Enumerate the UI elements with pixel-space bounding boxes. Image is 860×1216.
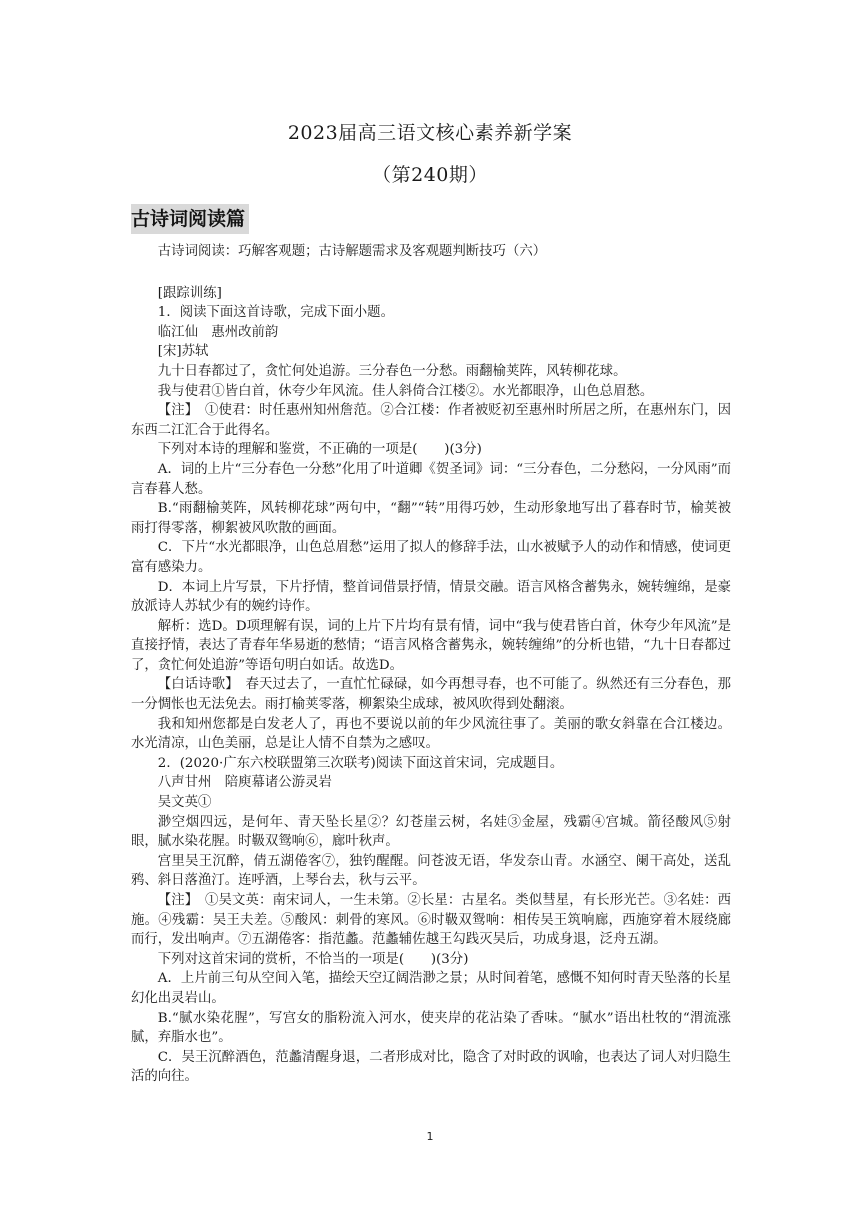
q2-option-b: B.“腻水染花腥”，写宫女的脂粉流入河水，使夹岸的花沾染了香味。“腻水”语出杜牧的“渭流涨腻，弃脂水也”。 bbox=[131, 1010, 731, 1046]
q1-option-c: C．下片“水光都眼净，山色总眉愁”运用了拟人的修辞手法，山水被赋予人的动作和情感，使词更富有感染力。 bbox=[131, 540, 731, 575]
q2-note: 【注】 ①吴文英：南宋词人，一生未第。②长星：古星名。类似彗星，有长形光芒。③名娃：西施。④残霸：吴王夫差。⑤酸风：刺骨的寒风。⑥时靸双鸳响：相传吴王筑响廊，西施穿着木屐绕廊而行，发出响声。⑦五湖倦客：指范蠡。范蠡辅佐越王勾践灭吴后，功成身退，泛舟五湖。 bbox=[131, 893, 731, 948]
q1-poem-title: 临江仙 惠州改前韵 bbox=[157, 324, 279, 340]
q1-question: 下列对本诗的理解和鉴赏，不正确的一项是( )(3分) bbox=[157, 442, 482, 458]
q2-stanza: 宫里吴王沉醉，倩五湖倦客⑦，独钓醒醒。问苍波无语，华发奈山青。水涵空、阑干高处，送乱鸦、斜日落渔汀。连呼酒，上琴台去，秋与云平。 bbox=[131, 853, 731, 889]
q1-analysis: 解析：选D。D项理解有误，词的上片下片均有景有情，词中“我与使君皆白首，休夸少年风流”是直接抒情，表达了青春年华易逝的愁情；“语言风格含蓄隽永，婉转缠绵”的分析也错，“九十日春都过了，贪忙何处追游”等语句明白如话。故选D。 bbox=[131, 618, 731, 673]
q2-question: 下列对这首宋词的赏析，不恰当的一项是( )(3分) bbox=[157, 951, 469, 967]
section-heading: 古诗词阅读篇 bbox=[131, 204, 249, 234]
page-number: 1 bbox=[426, 1130, 434, 1143]
q2-stanza: 渺空烟四远，是何年、青天坠长星②？幻苍崖云树，名娃③金屋，残霸④宫城。箭径酸风⑤射眼，腻水染花腥。时靸双鸳响⑥，廊叶秋声。 bbox=[131, 814, 731, 850]
q1-vernacular: 我和知州您都是白发老人了，再也不要说以前的年少风流往事了。美丽的歌女斜靠在合江楼边。水光清凉，山色美丽，总是让人情不自禁为之感叹。 bbox=[131, 716, 731, 752]
q1-poem-line: 九十日春都过了，贪忙何处追游。三分春色一分愁。雨翻榆荚阵，风转柳花球。 bbox=[157, 363, 627, 379]
q1-option-d: D．本词上片写景，下片抒情，整首词借景抒情，情景交融。语言风格含蓄隽永，婉转缠绵，是豪放派诗人苏轼少有的婉约诗作。 bbox=[131, 579, 731, 615]
intro-line: 古诗词阅读：巧解客观题；古诗解题需求及客观题判断技巧（六） bbox=[157, 244, 547, 259]
q1-poem-line: 我与使君①皆白首，休夸少年风流。佳人斜倚合江楼②。水光都眼净，山色总眉愁。 bbox=[157, 383, 654, 399]
q2-option-c: C．吴王沉醉酒色，范蠡清醒身退，二者形成对比，隐含了对时政的讽喻，也表达了词人对归隐生活的向往。 bbox=[131, 1049, 731, 1085]
document-body bbox=[131, 234, 731, 1087]
issue-number: （第240期） bbox=[372, 164, 488, 186]
q2-prompt: 2．(2020·广东六校联盟第三次联考)阅读下面这首宋词，完成题目。 bbox=[157, 755, 564, 771]
q1-option-b: B.“雨翻榆荚阵，风转柳花球”两句中，“翻”“转”用得巧妙，生动形象地写出了暮春时节，榆荚被雨打得零落，柳絮被风吹散的画面。 bbox=[131, 501, 731, 536]
doc-title: 2023届高三语文核心素养新学案 bbox=[287, 122, 573, 144]
q1-option-a: A．词的上片“三分春色一分愁”化用了叶道卿《贺圣词》词：“三分春色，二分愁闷，一分风雨”而言春暮人愁。 bbox=[131, 461, 731, 497]
q1-vernacular: 【白话诗歌】 春天过去了，一直忙忙碌碌，如今再想寻春，也不可能了。纵然还有三分春色，那一分惆怅也无法免去。雨打榆荚零落，柳絮染尘成球，被风吹得到处翻滚。 bbox=[131, 677, 731, 713]
q1-note: 【注】 ①使君：时任惠州知州詹范。②合江楼：作者被贬初至惠州时所居之所，在惠州东门，因东西二江汇合于此得名。 bbox=[131, 403, 731, 438]
tracking-label: [跟踪训练] bbox=[157, 285, 222, 301]
q2-option-a: A．上片前三句从空间入笔，描绘天空辽阔浩渺之景；从时间着笔，感慨不知何时青天坠落的长星幻化出灵岩山。 bbox=[131, 971, 731, 1006]
q1-prompt: 1．阅读下面这首诗歌，完成下面小题。 bbox=[157, 305, 394, 321]
q2-poem-title: 八声甘州 陪庾幕诸公游灵岩 bbox=[157, 775, 332, 791]
q2-author: 吴文英① bbox=[157, 795, 212, 811]
q1-author: [宋]苏轼 bbox=[157, 344, 209, 360]
